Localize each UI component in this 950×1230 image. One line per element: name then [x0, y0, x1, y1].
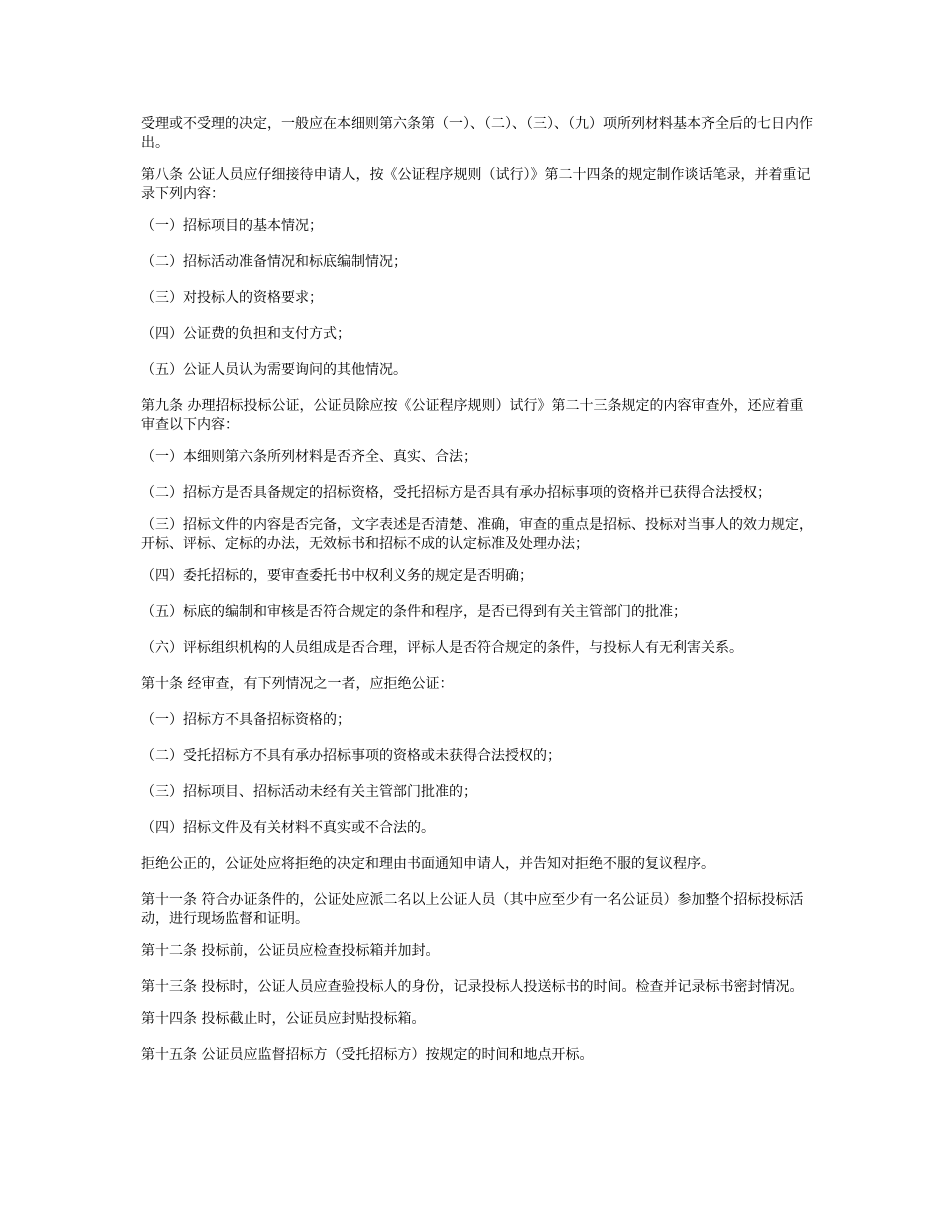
list-item-article-9-4: （四）委托招标的，要审查委托书中权利义务的规定是否明确； [141, 568, 533, 584]
list-item-article-8-4: （四）公证费的负担和支付方式； [141, 326, 351, 342]
paragraph-article-8: 第八条 公证人员应仔细接待申请人，按《公证程序规则（试行）》第二十四条的规定制作谈话笔录，并着重记录下列内容： [141, 167, 811, 202]
paragraph-article-12: 第十二条 投标前，公证员应检查投标箱并加封。 [141, 943, 440, 959]
list-item-article-10-2: （二）受托招标方不具有承办招标事项的资格或未获得合法授权的； [141, 748, 561, 764]
document-body [141, 115, 813, 1082]
list-item-article-8-2: （二）招标活动准备情况和标底编制情况； [141, 254, 407, 270]
paragraph-article-11: 第十一条 符合办证条件的，公证处应派二名以上公证人员（其中应至少有一名公证员）参加整个招标投标活动，进行现场监督和证明。 [141, 892, 804, 927]
list-item-article-9-1: （一）本细则第六条所列材料是否齐全、真实、合法； [141, 449, 477, 465]
paragraph-article-9: 第九条 办理招标投标公证，公证员除应按《公证程序规则）试行》第二十三条规定的内容审查外，还应着重审查以下内容： [141, 398, 804, 433]
list-item-article-10-1: （一）招标方不具备招标资格的； [141, 712, 351, 728]
paragraph-refusal-notice: 拒绝公正的，公证处应将拒绝的决定和理由书面通知申请人，并告知对拒绝不服的复议程序。 [141, 856, 715, 872]
list-item-article-9-5: （五）标底的编制和审核是否符合规定的条件和程序，是否已得到有关主管部门的批准； [141, 604, 687, 620]
list-item-article-10-3: （三）招标项目、招标活动未经有关主管部门批准的； [141, 784, 477, 800]
list-item-article-9-2: （二）招标方是否具备规定的招标资格，受托招标方是否具有承办招标事项的资格并已获得合法授权； [141, 485, 771, 501]
list-item-article-8-5: （五）公证人员认为需要询问的其他情况。 [141, 362, 407, 378]
list-item-article-9-3: （三）招标文件的内容是否完备，文字表述是否清楚、准确，审查的重点是招标、投标对当事人的效力规定，开标、评标、定标的办法，无效标书和招标不成的认定标准及处理办法； [141, 517, 813, 552]
paragraph-article-10: 第十条 经审查，有下列情况之一者，应拒绝公证： [141, 676, 454, 692]
list-item-article-8-1: （一）招标项目的基本情况； [141, 218, 323, 234]
list-item-article-10-4: （四）招标文件及有关材料不真实或不合法的。 [141, 820, 435, 836]
paragraph-article-13: 第十三条 投标时，公证人员应查验投标人的身份，记录投标人投送标书的时间。检查并记录标书密封情况。 [141, 979, 804, 995]
paragraph-acceptance-decision: 受理或不受理的决定，一般应在本细则第六条第（一）、（二）、（三）、（九）项所列材料基本齐全后的七日内作出。 [141, 116, 813, 151]
paragraph-article-14: 第十四条 投标截止时，公证员应封贴投标箱。 [141, 1011, 426, 1027]
list-item-article-8-3: （三）对投标人的资格要求； [141, 290, 323, 306]
list-item-article-9-6: （六）评标组织机构的人员组成是否合理，评标人是否符合规定的条件，与投标人有无利害关系。 [141, 640, 743, 656]
paragraph-article-15: 第十五条 公证员应监督招标方（受托招标方）按规定的时间和地点开标。 [141, 1047, 594, 1063]
